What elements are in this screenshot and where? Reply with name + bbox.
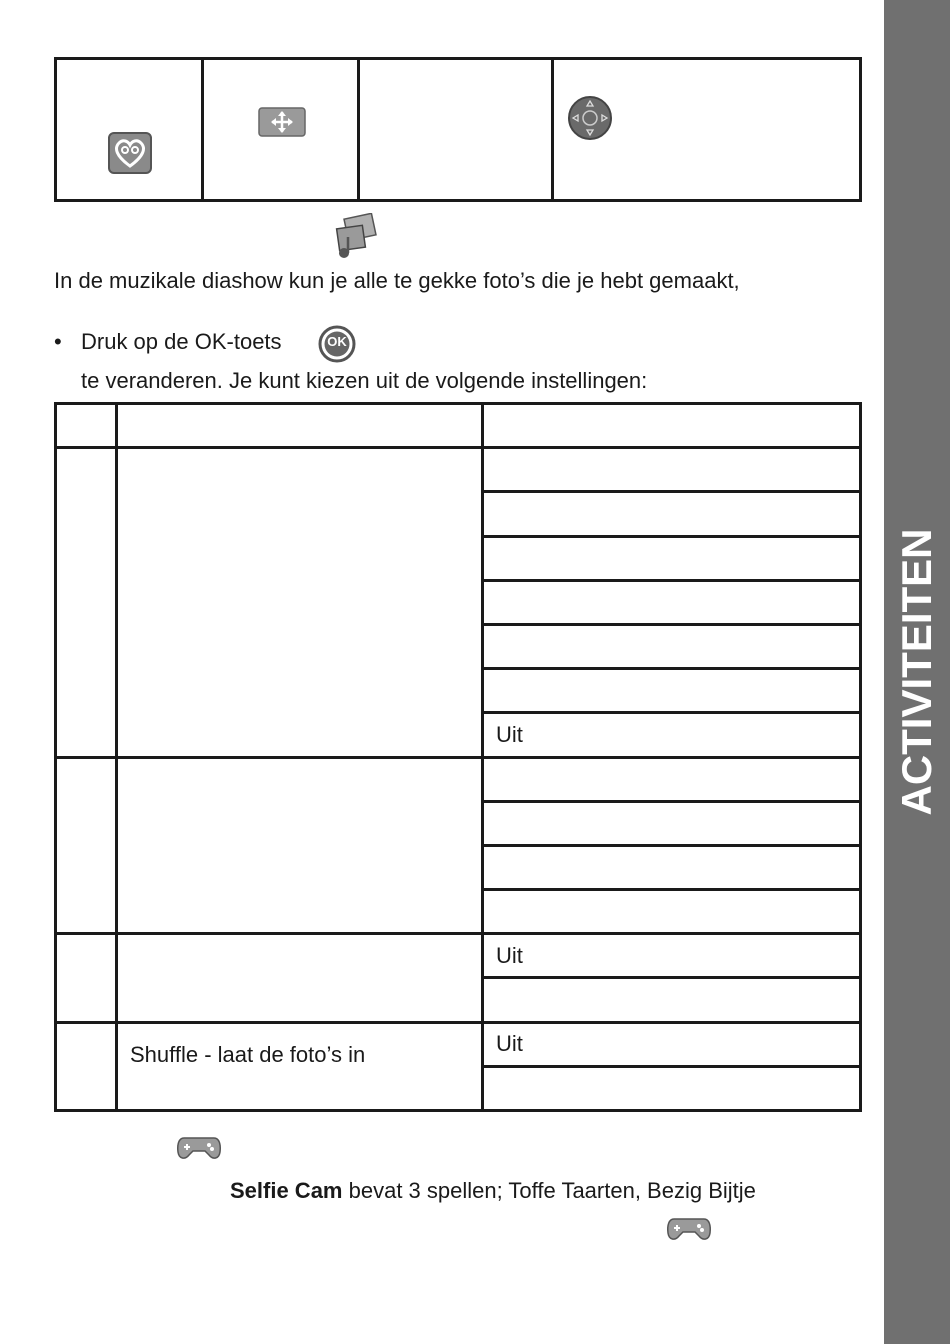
option-cell bbox=[483, 801, 861, 845]
option-cell bbox=[483, 890, 861, 934]
intro-text: In de muzikale diashow kun je alle te gekke foto’s die je hebt gemaakt, bbox=[54, 268, 740, 293]
group-3-number bbox=[56, 934, 117, 1022]
bullet-line-1: Druk op de OK-toets bbox=[81, 329, 282, 354]
table-row bbox=[56, 448, 861, 492]
option-cell bbox=[483, 536, 861, 580]
option-cell bbox=[483, 845, 861, 889]
games-text: bevat 3 spellen; Toffe Taarten, Bezig Bijtje bbox=[342, 1178, 756, 1203]
option-cell bbox=[483, 978, 861, 1022]
directional-pad-icon bbox=[567, 95, 613, 141]
table-row bbox=[56, 757, 861, 801]
group-4-number bbox=[56, 1022, 117, 1110]
group-2-number bbox=[56, 757, 117, 934]
controls-cell-4 bbox=[553, 59, 861, 201]
games-title: Selfie Cam bbox=[230, 1178, 343, 1203]
group-1-number bbox=[56, 448, 117, 757]
option-off: Uit bbox=[483, 713, 861, 757]
music-slideshow-icon bbox=[332, 213, 378, 261]
ok-button-label: OK bbox=[327, 334, 347, 349]
heart-sticker-icon bbox=[106, 130, 154, 176]
header-cell-number bbox=[56, 404, 117, 448]
option-cell bbox=[483, 1066, 861, 1110]
controls-cell-3 bbox=[359, 59, 553, 201]
option-cell bbox=[483, 624, 861, 668]
option-cell bbox=[483, 580, 861, 624]
group-1-description bbox=[117, 448, 483, 757]
shuffle-description bbox=[117, 1022, 483, 1110]
bullet-symbol: • bbox=[54, 329, 62, 354]
option-off: Uit bbox=[483, 1022, 861, 1066]
table-row bbox=[56, 1022, 861, 1066]
option-cell bbox=[483, 669, 861, 713]
controls-cell-2 bbox=[203, 59, 359, 201]
table-row bbox=[56, 934, 861, 978]
settings-table bbox=[54, 402, 862, 1112]
gamepad-icon bbox=[666, 1213, 712, 1245]
move-arrows-icon bbox=[258, 107, 306, 137]
controls-table bbox=[54, 57, 862, 202]
header-cell-setting bbox=[117, 404, 483, 448]
controls-cell-1 bbox=[56, 59, 203, 201]
gamepad-icon bbox=[176, 1132, 222, 1164]
games-paragraph bbox=[230, 1180, 756, 1202]
table-header-row bbox=[56, 404, 861, 448]
section-side-tab-label: ACTIVITEITEN bbox=[893, 528, 940, 816]
bullet-line-2: te veranderen. Je kunt kiezen uit de volgende instellingen: bbox=[81, 368, 648, 393]
option-cell bbox=[483, 757, 861, 801]
header-cell-options bbox=[483, 404, 861, 448]
group-2-description bbox=[117, 757, 483, 934]
option-off: Uit bbox=[483, 934, 861, 978]
option-cell bbox=[483, 492, 861, 536]
group-3-description bbox=[117, 934, 483, 1022]
shuffle-description-text: Shuffle - laat de foto’s in bbox=[130, 1041, 366, 1067]
ok-button-icon bbox=[318, 325, 356, 363]
option-cell bbox=[483, 448, 861, 492]
